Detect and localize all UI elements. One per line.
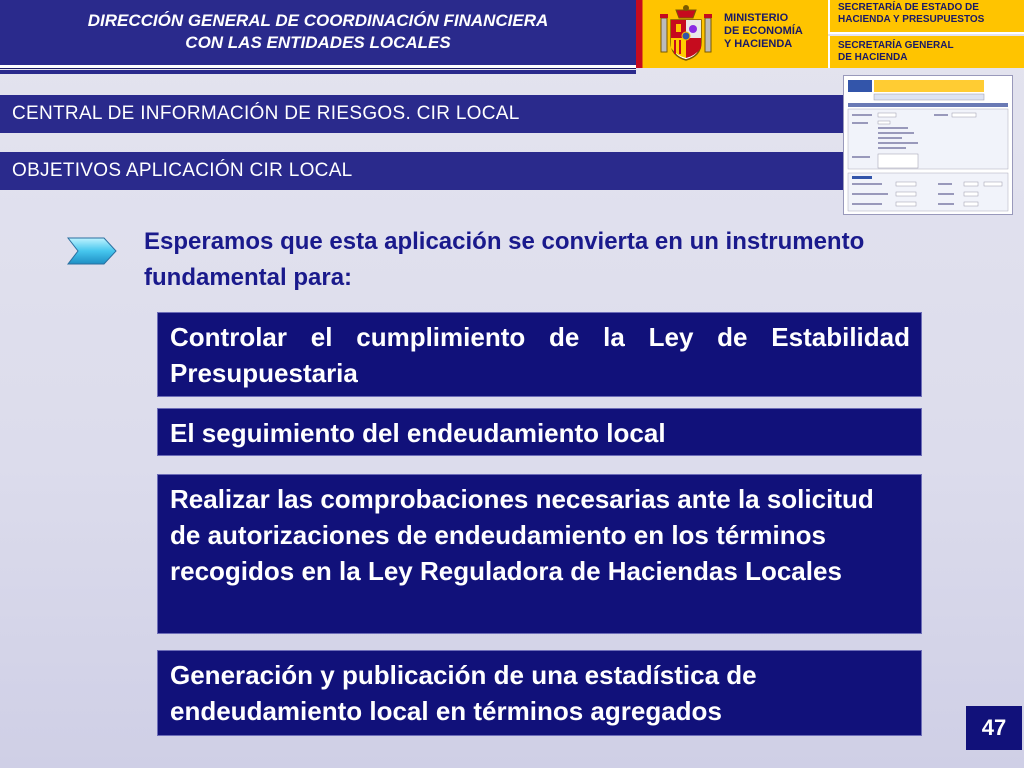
chevron-arrow-bullet-icon [66,236,118,266]
spain-coat-of-arms-icon [659,4,713,64]
header-title-line2: CON LAS ENTIDADES LOCALES [185,33,451,52]
application-screenshot-thumbnail [843,75,1013,215]
objective-box-4: Generación y publicación de una estadística de endeudamiento local en términos agregados [157,650,922,736]
section-bar-central: CENTRAL DE INFORMACIÓN DE RIESGOS. CIR LOCAL [0,95,843,133]
ministry-line1: MINISTERIO [724,12,789,24]
coat-of-arms-logo [654,0,718,68]
objective-box-2: El seguimiento del endeudamiento local [157,408,922,456]
ministry-line3: Y HACIENDA [724,38,793,50]
secretaria-estado-line1: SECRETARÍA DE ESTADO DE [838,2,979,13]
header-title-line1: DIRECCIÓN GENERAL DE COORDINACIÓN FINANCIERA [87,11,549,30]
secretaria-estado-line2: HACIENDA Y PRESUPUESTOS [838,14,985,25]
ministry-line2: DE ECONOMÍA [724,25,803,37]
objective-box-1: Controlar el cumplimiento de la Ley de Estabilidad Presupuestaria [157,312,922,397]
secretaria-general-line1: SECRETARÍA GENERAL [838,40,954,51]
intro-text: Esperamos que esta aplicación se convierta en un instrumento fundamental para: [144,228,865,291]
header-title [0,0,636,68]
objective-box-3: Realizar las comprobaciones necesarias ante la solicitud de autorizaciones de endeudamiento en los términos recogidos en la Ley Reguladora de Haciendas Locales [157,474,922,634]
secretaria-general-label [828,36,1024,68]
section-bar-objetivos: OBJETIVOS APLICACIÓN CIR LOCAL [0,152,843,190]
bullet-arrow [66,236,118,271]
header-divider [0,70,636,74]
secretaria-general-line2: DE HACIENDA [838,52,908,63]
secretaria-estado-label [828,0,1024,34]
flag-stripe [636,0,654,68]
page-number: 47 [966,706,1022,750]
ministry-label [718,0,828,68]
